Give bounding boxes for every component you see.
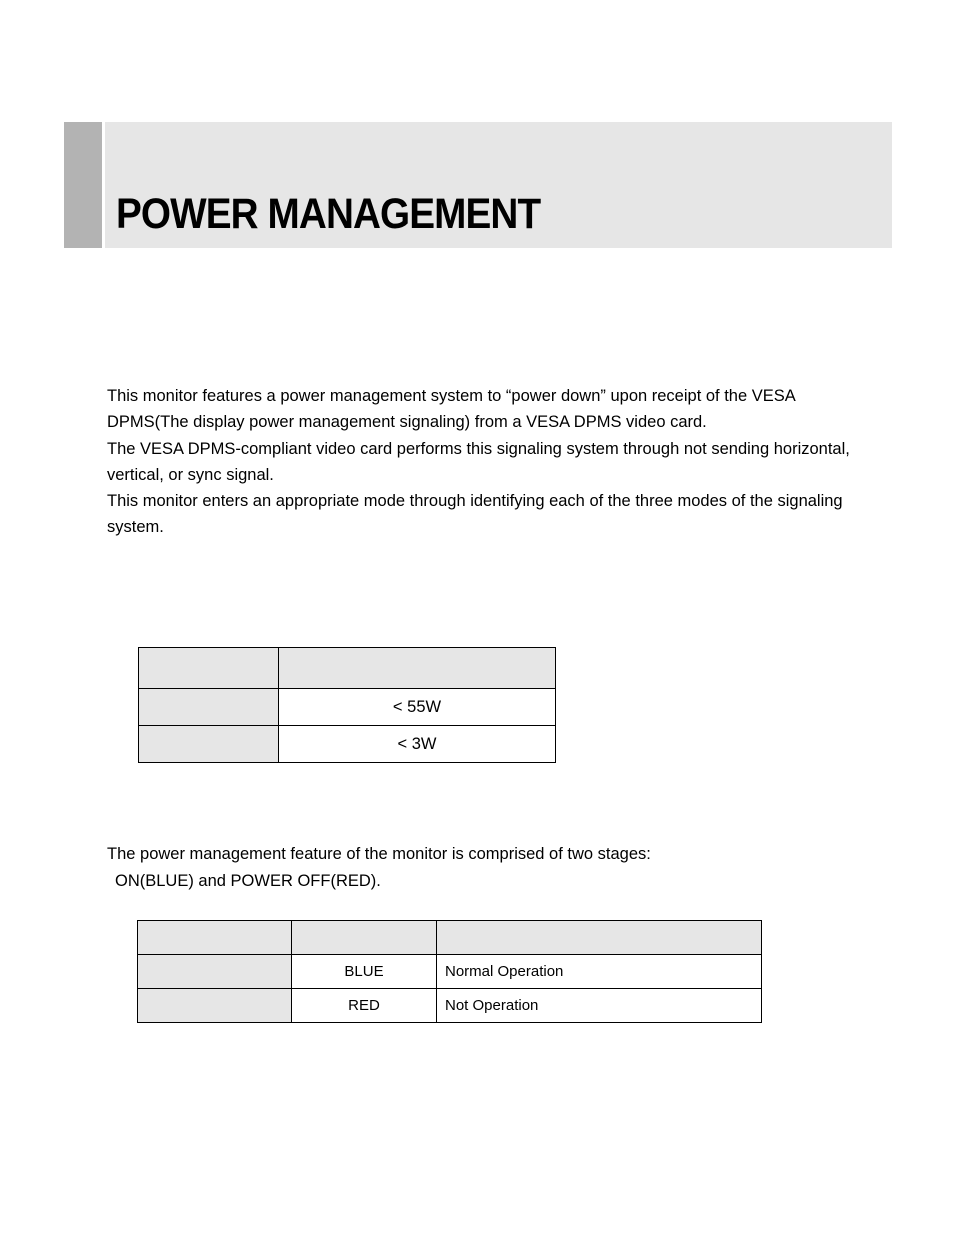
row-led-color: RED [292,989,437,1023]
header-cell-mode [138,921,292,955]
page-title: POWER MANAGEMENT [116,190,541,238]
table-row [139,726,556,763]
header-cell-consumption [279,648,556,689]
row-value: < 55W [279,689,556,726]
row-led-color: BLUE [292,955,437,989]
header-cell-mode [139,648,279,689]
stages-line-1: The power management feature of the monitor is comprised of two stages: [107,845,651,863]
led-indicator-table [137,920,762,1023]
row-value: < 3W [279,726,556,763]
intro-paragraph-2: The VESA DPMS-compliant video card performs this signaling system through not sending horizontal, vertical, or sync signal. [107,439,850,484]
intro-text [107,383,867,541]
stages-text [107,841,651,895]
row-label [139,726,279,763]
banner-accent-bar [64,122,102,248]
table-row [139,689,556,726]
intro-paragraph-3: This monitor enters an appropriate mode through identifying each of the three modes of the signaling system. [107,492,843,537]
row-status: Not Operation [437,989,762,1023]
row-status: Normal Operation [437,955,762,989]
intro-paragraph-1: This monitor features a power management system to “power down” upon receipt of the VESA DPMS(The display power management signaling) from a VESA DPMS video card. [107,387,795,432]
header-cell-status [437,921,762,955]
table-header-row [139,648,556,689]
table-row [138,955,762,989]
row-label [139,689,279,726]
row-mode [138,955,292,989]
table-row [138,989,762,1023]
table-header-row [138,921,762,955]
header-cell-led [292,921,437,955]
row-mode [138,989,292,1023]
power-consumption-table [138,647,556,763]
stages-line-2: ON(BLUE) and POWER OFF(RED). [115,872,381,890]
